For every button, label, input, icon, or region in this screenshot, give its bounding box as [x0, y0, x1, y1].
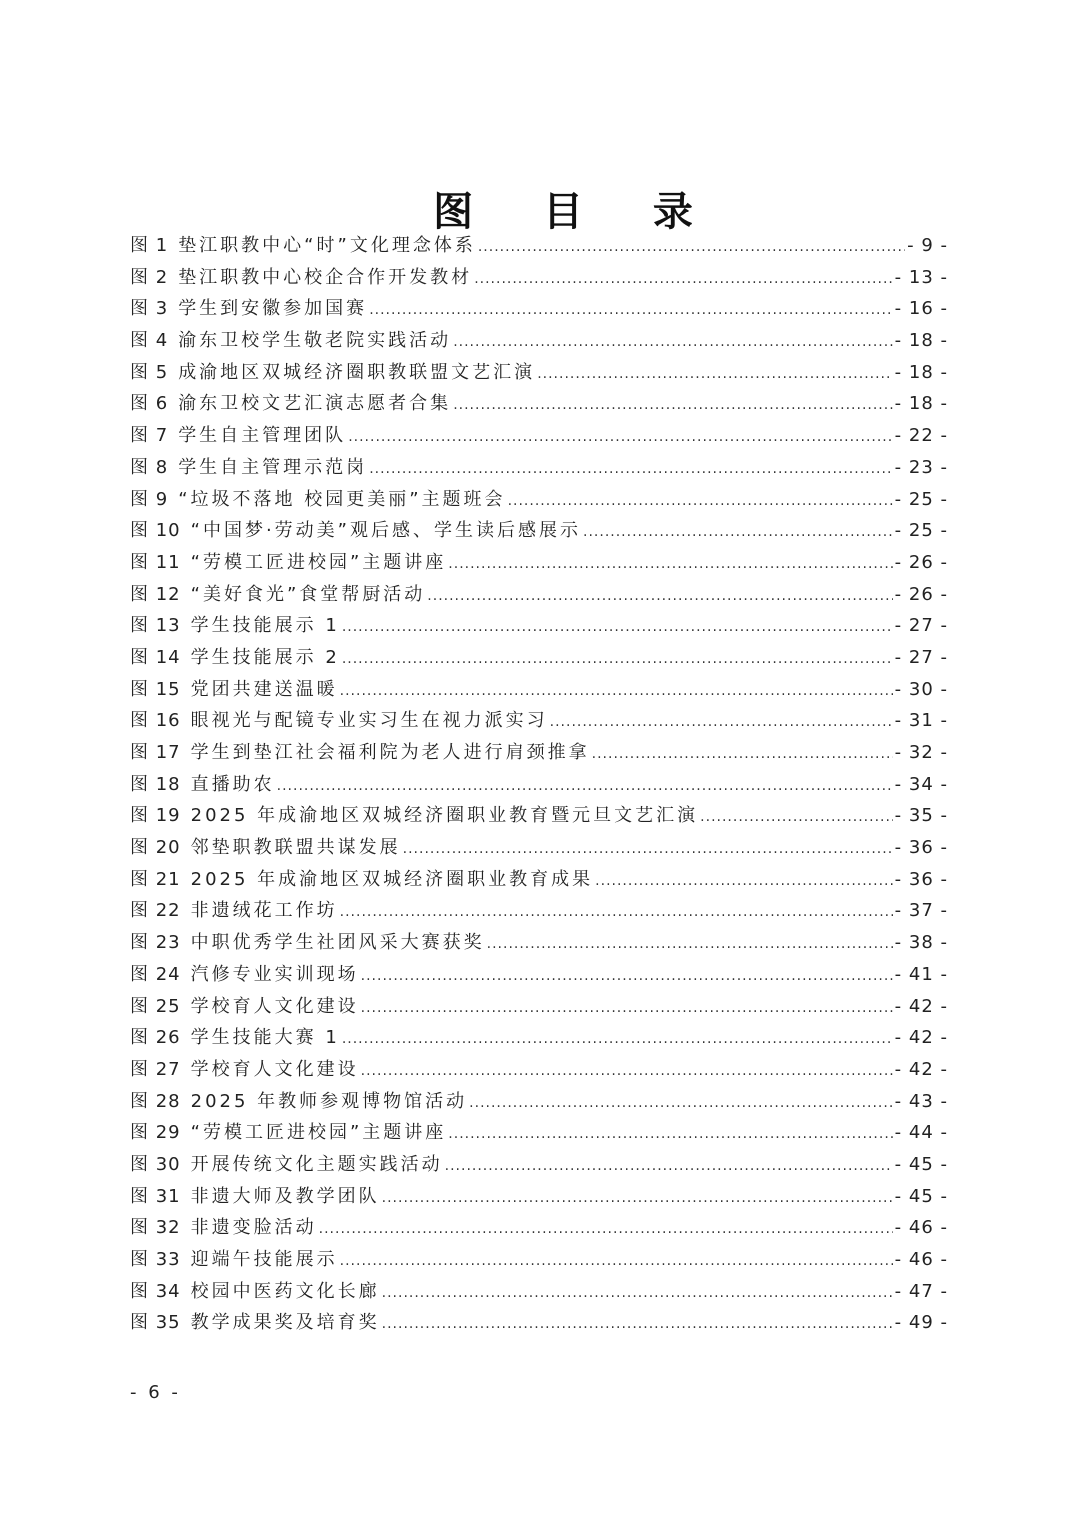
dot-leader	[550, 707, 893, 739]
figure-title: 开展传统文化主题实践活动	[190, 1153, 443, 1175]
figure-title: 眼视光与配镜专业实习生在视力派实习	[190, 710, 548, 732]
figure-title: 学生自主管理示范岗	[178, 456, 368, 478]
toc-entry[interactable]	[130, 1149, 948, 1181]
dot-leader	[342, 1024, 893, 1056]
toc-entry[interactable]	[130, 1086, 948, 1118]
dot-leader	[340, 1246, 893, 1278]
figure-title: 党团共建送温暖	[190, 678, 338, 700]
figure-label: 图 12	[130, 583, 181, 605]
toc-entry[interactable]	[130, 674, 948, 706]
figure-label: 图 33	[130, 1249, 181, 1270]
figure-label: 图 11	[130, 551, 181, 573]
dot-leader	[340, 676, 893, 708]
page-ref: - 34 -	[894, 773, 948, 795]
figure-label: 图 28	[130, 1090, 181, 1112]
page-ref: - 42 -	[894, 995, 948, 1017]
figure-title: “中国梦·劳动美”观后感、学生读后感展示	[190, 520, 582, 542]
page-ref: - 42 -	[894, 1027, 948, 1049]
page-ref: - 45 -	[894, 1153, 948, 1175]
figure-title: “劳模工匠进校园”主题讲座	[190, 1122, 447, 1144]
dot-leader	[319, 1214, 893, 1246]
toc-entry[interactable]	[130, 642, 948, 674]
dot-leader	[277, 771, 893, 803]
figure-label: 图 18	[130, 773, 181, 795]
figure-title: 2025 年教师参观博物馆活动	[190, 1090, 468, 1112]
toc-entry[interactable]	[130, 547, 948, 579]
dot-leader	[361, 993, 893, 1025]
figure-title: 邻垫职教联盟共谋发展	[190, 837, 401, 859]
page-ref: - 35 -	[894, 805, 948, 827]
page-ref: - 26 -	[894, 583, 948, 605]
figure-label: 图 26	[130, 1027, 181, 1049]
figure-label: 图 14	[130, 646, 181, 668]
figure-title: “垃圾不落地 校园更美丽”主题班会	[178, 488, 506, 510]
page-ref: - 46 -	[894, 1249, 948, 1270]
figure-title: 学生技能大赛 1	[190, 1027, 340, 1049]
toc-entry[interactable]	[130, 769, 948, 801]
page-ref: - 32 -	[894, 742, 948, 763]
figure-title: 学生自主管理团队	[178, 425, 347, 447]
toc-entry[interactable]	[130, 579, 948, 611]
figure-label: 图 6	[130, 393, 169, 415]
page-ref: - 18 -	[894, 393, 948, 415]
figure-title: 学生到垫江社会福利院为老人进行肩颈推拿	[190, 742, 590, 763]
page-ref: - 30 -	[894, 678, 948, 700]
toc-entry[interactable]	[130, 1022, 948, 1054]
figure-title: 垫江职教中心校企合作开发教材	[178, 266, 473, 288]
figure-title: 学生技能展示 2	[190, 646, 340, 668]
page-ref: - 38 -	[894, 932, 948, 954]
figure-title: 学生到安徽参加国赛	[178, 298, 368, 320]
toc-entry[interactable]	[130, 832, 948, 864]
dot-leader	[348, 422, 892, 454]
figure-label: 图 27	[130, 1058, 181, 1080]
figure-label: 图 2	[130, 266, 169, 288]
page-ref: - 18 -	[894, 361, 948, 383]
toc-entry[interactable]	[130, 357, 948, 389]
page-ref: - 27 -	[894, 615, 948, 637]
figure-title: 学校育人文化建设	[190, 995, 359, 1017]
toc-entry[interactable]	[130, 705, 948, 737]
page-ref: - 25 -	[894, 488, 948, 510]
dot-leader	[342, 644, 893, 676]
toc-entry[interactable]	[130, 1054, 948, 1086]
dot-leader	[508, 486, 893, 518]
page-ref: - 41 -	[894, 963, 948, 985]
figure-label: 图 29	[130, 1122, 181, 1144]
page-ref: - 13 -	[894, 266, 948, 288]
figure-label: 图 25	[130, 995, 181, 1017]
figure-title: 2025 年成渝地区双城经济圈职业教育成果	[190, 868, 594, 890]
dot-leader	[592, 739, 893, 771]
toc-entry[interactable]	[130, 484, 948, 516]
figure-title: “劳模工匠进校园”主题讲座	[190, 551, 447, 573]
dot-leader	[700, 802, 892, 834]
figure-list	[130, 230, 948, 1339]
figure-title: 学生技能展示 1	[190, 615, 340, 637]
toc-entry[interactable]	[130, 262, 948, 294]
dot-leader	[382, 1278, 893, 1310]
figure-title: 迎端午技能展示	[190, 1249, 338, 1270]
figure-label: 图 21	[130, 868, 181, 890]
toc-entry[interactable]	[130, 959, 948, 991]
dot-leader	[382, 1183, 893, 1215]
page-ref: - 42 -	[894, 1058, 948, 1080]
dot-leader	[427, 581, 892, 613]
figure-title: 垫江职教中心“时”文化理念体系	[178, 235, 476, 256]
figure-title: 成渝地区双城经济圈职教联盟文艺汇演	[178, 361, 536, 383]
dot-leader	[595, 866, 892, 898]
dot-leader	[340, 897, 893, 929]
figure-label: 图 23	[130, 932, 181, 954]
toc-entry[interactable]	[130, 452, 948, 484]
page-ref: - 27 -	[894, 646, 948, 668]
dot-leader	[487, 929, 893, 961]
figure-title: 校园中医药文化长廊	[190, 1280, 380, 1302]
figure-label: 图 19	[130, 805, 181, 827]
page-ref: - 25 -	[894, 520, 948, 542]
figure-label: 图 7	[130, 425, 169, 447]
dot-leader	[361, 1056, 893, 1088]
figure-label: 图 24	[130, 963, 181, 985]
page-ref: - 43 -	[894, 1090, 948, 1112]
toc-entry[interactable]	[130, 895, 948, 927]
figure-title: 直播助农	[190, 773, 275, 795]
figure-title: 汽修专业实训现场	[190, 963, 359, 985]
dot-leader	[369, 295, 892, 327]
figure-label: 图 15	[130, 678, 181, 700]
page-ref: - 36 -	[894, 868, 948, 890]
toc-entry[interactable]	[130, 420, 948, 452]
figure-title: “美好食光”食堂帮厨活动	[190, 583, 426, 605]
figure-label: 图 17	[130, 742, 181, 763]
figure-label: 图 1	[130, 235, 169, 256]
dot-leader	[474, 264, 892, 296]
dot-leader	[403, 834, 893, 866]
figure-label: 图 13	[130, 615, 181, 637]
page-ref: - 49 -	[894, 1312, 948, 1334]
toc-entry[interactable]	[130, 1244, 948, 1276]
figure-label: 图 4	[130, 330, 169, 352]
figure-label: 图 8	[130, 456, 169, 478]
figure-label: 图 35	[130, 1312, 181, 1334]
figure-label: 图 22	[130, 900, 181, 922]
toc-entry[interactable]	[130, 927, 948, 959]
figure-title: 非遗大师及教学团队	[190, 1185, 380, 1207]
figure-title: 渝东卫校文艺汇演志愿者合集	[178, 393, 452, 415]
figure-label: 图 32	[130, 1217, 181, 1239]
figure-label: 图 30	[130, 1153, 181, 1175]
dot-leader	[445, 1151, 893, 1183]
figure-title: 非遗绒花工作坊	[190, 900, 338, 922]
figure-title: 2025 年成渝地区双城经济圈职业教育暨元旦文艺汇演	[190, 805, 699, 827]
dot-leader	[453, 327, 892, 359]
page-ref: - 47 -	[894, 1280, 948, 1302]
page-ref: - 46 -	[894, 1217, 948, 1239]
page-ref: - 22 -	[894, 425, 948, 447]
toc-entry[interactable]	[130, 230, 948, 262]
toc-entry[interactable]	[130, 1181, 948, 1213]
figure-label: 图 16	[130, 710, 181, 732]
dot-leader	[342, 612, 893, 644]
figure-title: 中职优秀学生社团风采大赛获奖	[190, 932, 485, 954]
page-ref: - 23 -	[894, 456, 948, 478]
figure-label: 图 3	[130, 298, 169, 320]
page-ref: - 44 -	[894, 1122, 948, 1144]
figure-title: 学校育人文化建设	[190, 1058, 359, 1080]
dot-leader	[537, 359, 892, 391]
dot-leader	[382, 1309, 893, 1341]
figure-label: 图 10	[130, 520, 181, 542]
figure-title: 教学成果奖及培育奖	[190, 1312, 380, 1334]
figure-label: 图 9	[130, 488, 169, 510]
dot-leader	[369, 454, 892, 486]
toc-entry[interactable]	[130, 515, 948, 547]
toc-entry[interactable]	[130, 610, 948, 642]
toc-entry[interactable]	[130, 991, 948, 1023]
page-ref: - 31 -	[894, 710, 948, 732]
toc-entry[interactable]	[130, 1117, 948, 1149]
toc-entry[interactable]	[130, 1307, 948, 1339]
page-ref: - 37 -	[894, 900, 948, 922]
toc-entry[interactable]	[130, 388, 948, 420]
toc-entry[interactable]	[130, 293, 948, 325]
toc-entry[interactable]	[130, 1276, 948, 1308]
dot-leader	[583, 517, 893, 549]
page-number: - 6 -	[130, 1382, 181, 1403]
dot-leader	[448, 549, 892, 581]
page-ref: - 45 -	[894, 1185, 948, 1207]
figure-label: 图 20	[130, 837, 181, 859]
toc-entry[interactable]	[130, 325, 948, 357]
page-title: 图 目 录	[433, 188, 721, 235]
dot-leader	[453, 390, 892, 422]
toc-entry[interactable]	[130, 737, 948, 769]
figure-label: 图 34	[130, 1280, 181, 1302]
page-ref: - 9 -	[907, 235, 948, 256]
page-ref: - 18 -	[894, 330, 948, 352]
figure-title: 非遗变脸活动	[190, 1217, 317, 1239]
toc-entry[interactable]	[130, 864, 948, 896]
dot-leader	[448, 1119, 892, 1151]
dot-leader	[469, 1088, 892, 1120]
dot-leader	[361, 961, 893, 993]
figure-label: 图 31	[130, 1185, 181, 1207]
dot-leader	[478, 232, 905, 264]
page-ref: - 36 -	[894, 837, 948, 859]
toc-entry[interactable]	[130, 800, 948, 832]
figure-title: 渝东卫校学生敬老院实践活动	[178, 330, 452, 352]
page-ref: - 16 -	[894, 298, 948, 320]
toc-entry[interactable]	[130, 1212, 948, 1244]
page-ref: - 26 -	[894, 551, 948, 573]
figure-label: 图 5	[130, 361, 169, 383]
